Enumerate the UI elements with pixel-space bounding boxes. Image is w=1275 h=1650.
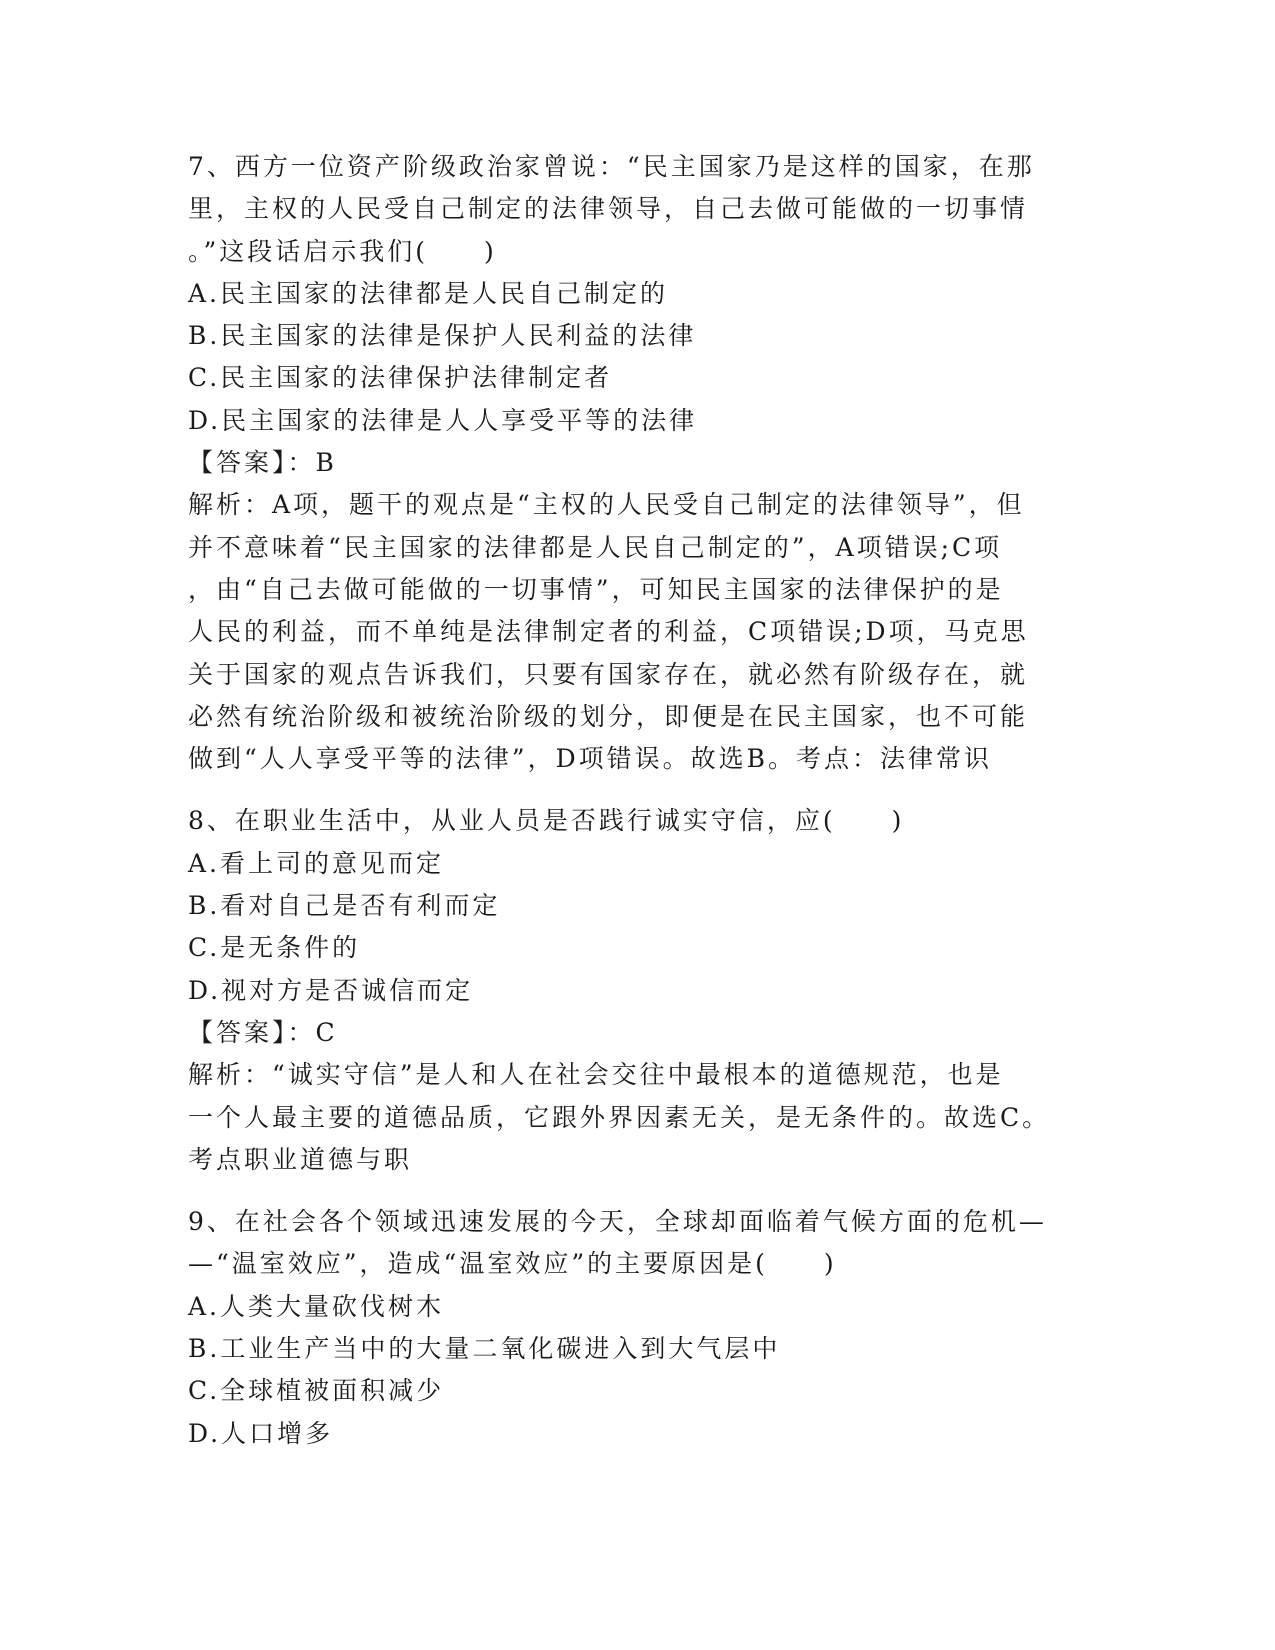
option-c: C.是无条件的 [188,933,361,963]
option-a: A.看上司的意见而定 [188,848,445,878]
analysis-line: 并不意味着“民主国家的法律都是人民自己制定的”，A项错误;C项 [188,532,1003,562]
analysis-line: ，由“自己去做可能做的一切事情”，可知民主国家的法律保护的是 [188,574,1004,604]
option-c: C.民主国家的法律保护法律制定者 [188,363,613,393]
option-b: B.民主国家的法律是保护人民利益的法律 [188,321,697,351]
answer-line: 【答案】：B [188,448,337,478]
option-d: D.人口增多 [188,1418,334,1448]
question-stem-line: —“温室效应”，造成“温室效应”的主要原因是( ) [188,1249,837,1279]
question-7 [188,146,1088,780]
question-stem-line: 里，主权的人民受自己制定的法律领导，自己去做可能做的一切事情 [188,194,1029,224]
analysis-line: 关于国家的观点告诉我们，只要有国家存在，就必然有阶级存在，就 [188,659,1029,689]
option-a: A.民主国家的法律都是人民自己制定的 [188,278,669,308]
question-spacer [188,780,1088,800]
analysis-line: 考点职业道德与职 [188,1144,413,1174]
question-8 [188,800,1088,1181]
option-d: D.视对方是否诚信而定 [188,975,474,1005]
analysis-line: 人民的利益，而不单纯是法律制定者的利益，C项错误;D项，马克思 [188,617,1029,647]
analysis-line: 一个人最主要的道德品质，它跟外界因素无关，是无条件的。故选C。 [188,1102,1051,1132]
question-stem-line: 8、在职业生活中，从业人员是否践行诚实守信，应( ) [188,806,905,836]
question-stem-line: 。”这段话启示我们( ) [188,236,497,266]
question-9 [188,1201,1088,1455]
question-spacer [188,1181,1088,1201]
option-c: C.全球植被面积减少 [188,1376,445,1406]
question-stem-line: 9、在社会各个领域迅速发展的今天，全球却面临着气候方面的危机— [188,1207,1047,1237]
analysis-line: 解析：A项，题干的观点是“主权的人民受自己制定的法律领导”，但 [188,490,1025,520]
option-a: A.人类大量砍伐树木 [188,1291,445,1321]
question-stem-line: 7、西方一位资产阶级政治家曾说：“民主国家乃是这样的国家，在那 [188,152,1035,181]
page-content [188,146,1088,1455]
option-b: B.看对自己是否有利而定 [188,891,501,921]
option-d: D.民主国家的法律是人人享受平等的法律 [188,405,698,435]
analysis-line: 做到“人人享受平等的法律”，D项错误。故选B。考点：法律常识 [188,744,992,774]
analysis-line: 必然有统治阶级和被统治阶级的划分，即便是在民主国家，也不可能 [188,701,1029,731]
answer-line: 【答案】：C [188,1017,338,1047]
analysis-line: 解析：“诚实守信”是人和人在社会交往中最根本的道德规范，也是 [188,1060,1004,1090]
option-b: B.工业生产当中的大量二氧化碳进入到大气层中 [188,1334,781,1364]
